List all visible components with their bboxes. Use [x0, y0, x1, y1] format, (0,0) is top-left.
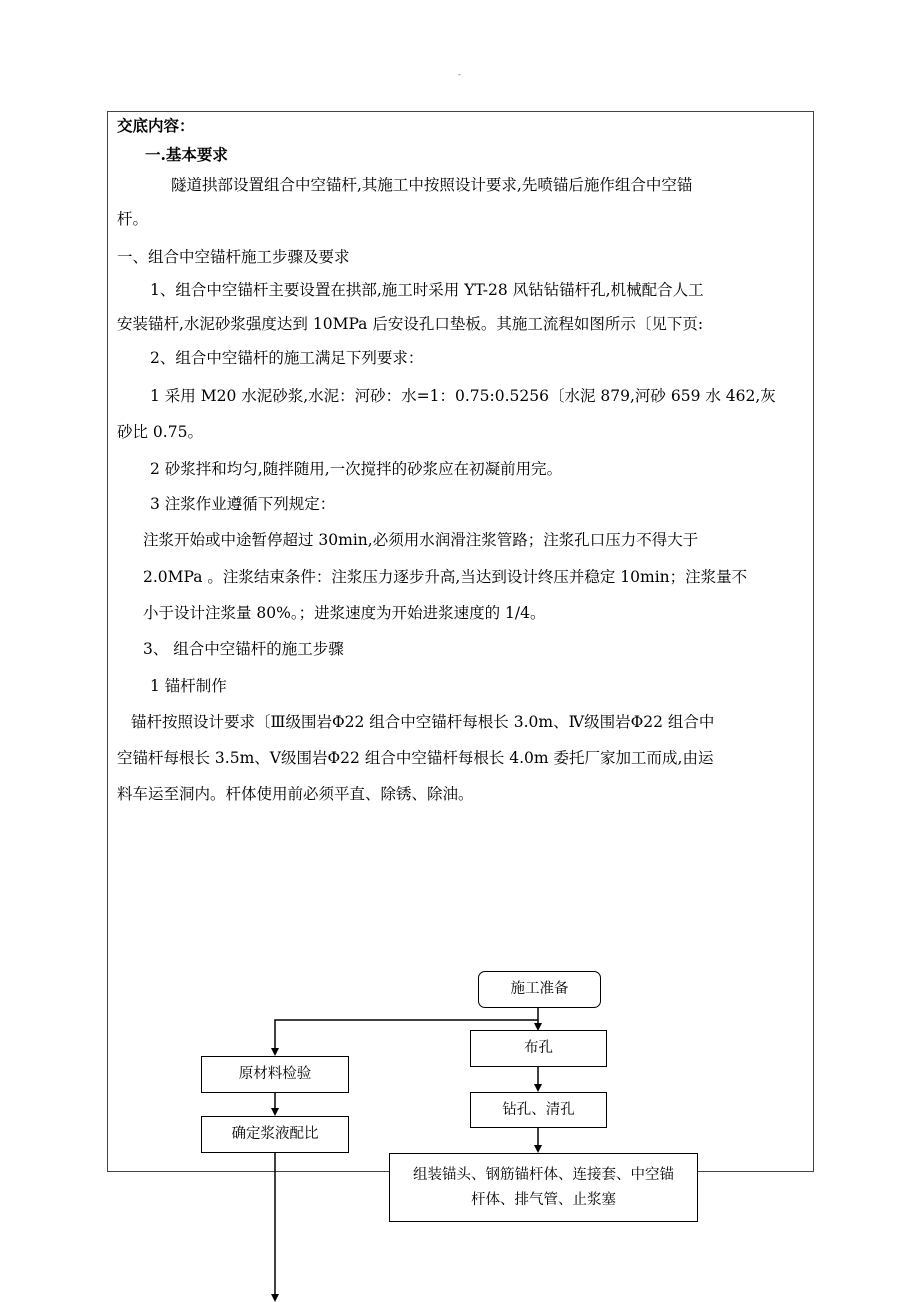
- flow-step-material-label: 原材料检验: [238, 1066, 312, 1082]
- page-header-mark: -: [458, 70, 461, 79]
- heading: 交底内容：: [117, 116, 195, 135]
- flow-step-drill: [470, 1092, 607, 1128]
- req2: 2 砂浆拌和均匀,随拌随用,一次搅拌的砂浆应在初凝前用完。: [150, 460, 563, 478]
- rule-line3: 小于设计注浆量 80%。；进浆速度为开始进浆速度的 1/4。: [143, 604, 546, 622]
- item3: 3、 组合中空锚杆的施工步骤: [143, 640, 344, 658]
- flow-step-start: [478, 971, 601, 1008]
- rule-line2: 2.0MPa 。注浆结束条件：注浆压力逐步升高,当达到设计终压并稳定 10min；注浆量不: [143, 568, 748, 586]
- flow-step-start-label: 施工准备: [510, 981, 569, 997]
- para1-line1: 隧道拱部设置组合中空锚杆,其施工中按照设计要求,先喷锚后施作组合中空锚: [171, 176, 693, 194]
- item2: 2、组合中空锚杆的施工满足下列要求：: [150, 349, 424, 367]
- flow-step-drill-label: 钻孔、清孔: [502, 1101, 575, 1118]
- flow-step-layout: [470, 1030, 607, 1067]
- para2-line2: 空锚杆每根长 3.5m、Ⅴ级围岩Φ22 组合中空锚杆每根长 4.0m 委托厂家加工而成,由运: [117, 749, 714, 767]
- item1-line2: 安装锚杆,水泥砂浆强度达到 10MPa 后安设孔口垫板。其施工流程如图所示〔见下页:: [117, 315, 704, 333]
- item1-line1: 1、组合中空锚杆主要设置在拱部,施工时采用 YT-28 风钻钻锚杆孔,机械配合人工: [150, 281, 704, 299]
- para2-line1: 锚杆按照设计要求〔Ⅲ级围岩Φ22 组合中空锚杆每根长 3.0m、Ⅳ级围岩Φ22 组合中: [131, 713, 715, 731]
- section1-title: 一.基本要求: [145, 145, 228, 164]
- para2-line3: 料车运至洞内。杆体使用前必须平直、除锈、除油。: [117, 785, 474, 803]
- rule-line1: 注浆开始或中途暂停超过 30min,必须用水润滑注浆管路；注浆孔口压力不得大于: [143, 531, 699, 549]
- para1-line2: 杆。: [117, 210, 149, 228]
- req1-line2: 砂比 0.75。: [117, 423, 203, 441]
- flow-step-assemble-label-2: 杆体、排气管、止浆塞: [471, 1191, 616, 1208]
- sub1: 1 锚杆制作: [150, 677, 227, 695]
- flow-step-mix: [201, 1116, 349, 1153]
- section2-title: 一、组合中空锚杆施工步骤及要求: [117, 248, 350, 266]
- flow-step-assemble-label-1: 组装锚头、钢筋锚杆体、连接套、中空锚: [413, 1166, 674, 1183]
- req3: 3 注浆作业遵循下列规定：: [150, 495, 336, 513]
- flow-step-material: [201, 1056, 349, 1093]
- req1-line1: 1 采用 M20 水泥砂浆,水泥：河砂：水=1：0.75:0.5256〔水泥 879,河砂 659 水 462,灰: [150, 387, 776, 405]
- flow-step-assemble: [389, 1153, 698, 1222]
- flow-step-mix-label: 确定浆液配比: [231, 1126, 319, 1142]
- flow-step-layout-label: 布孔: [524, 1040, 553, 1056]
